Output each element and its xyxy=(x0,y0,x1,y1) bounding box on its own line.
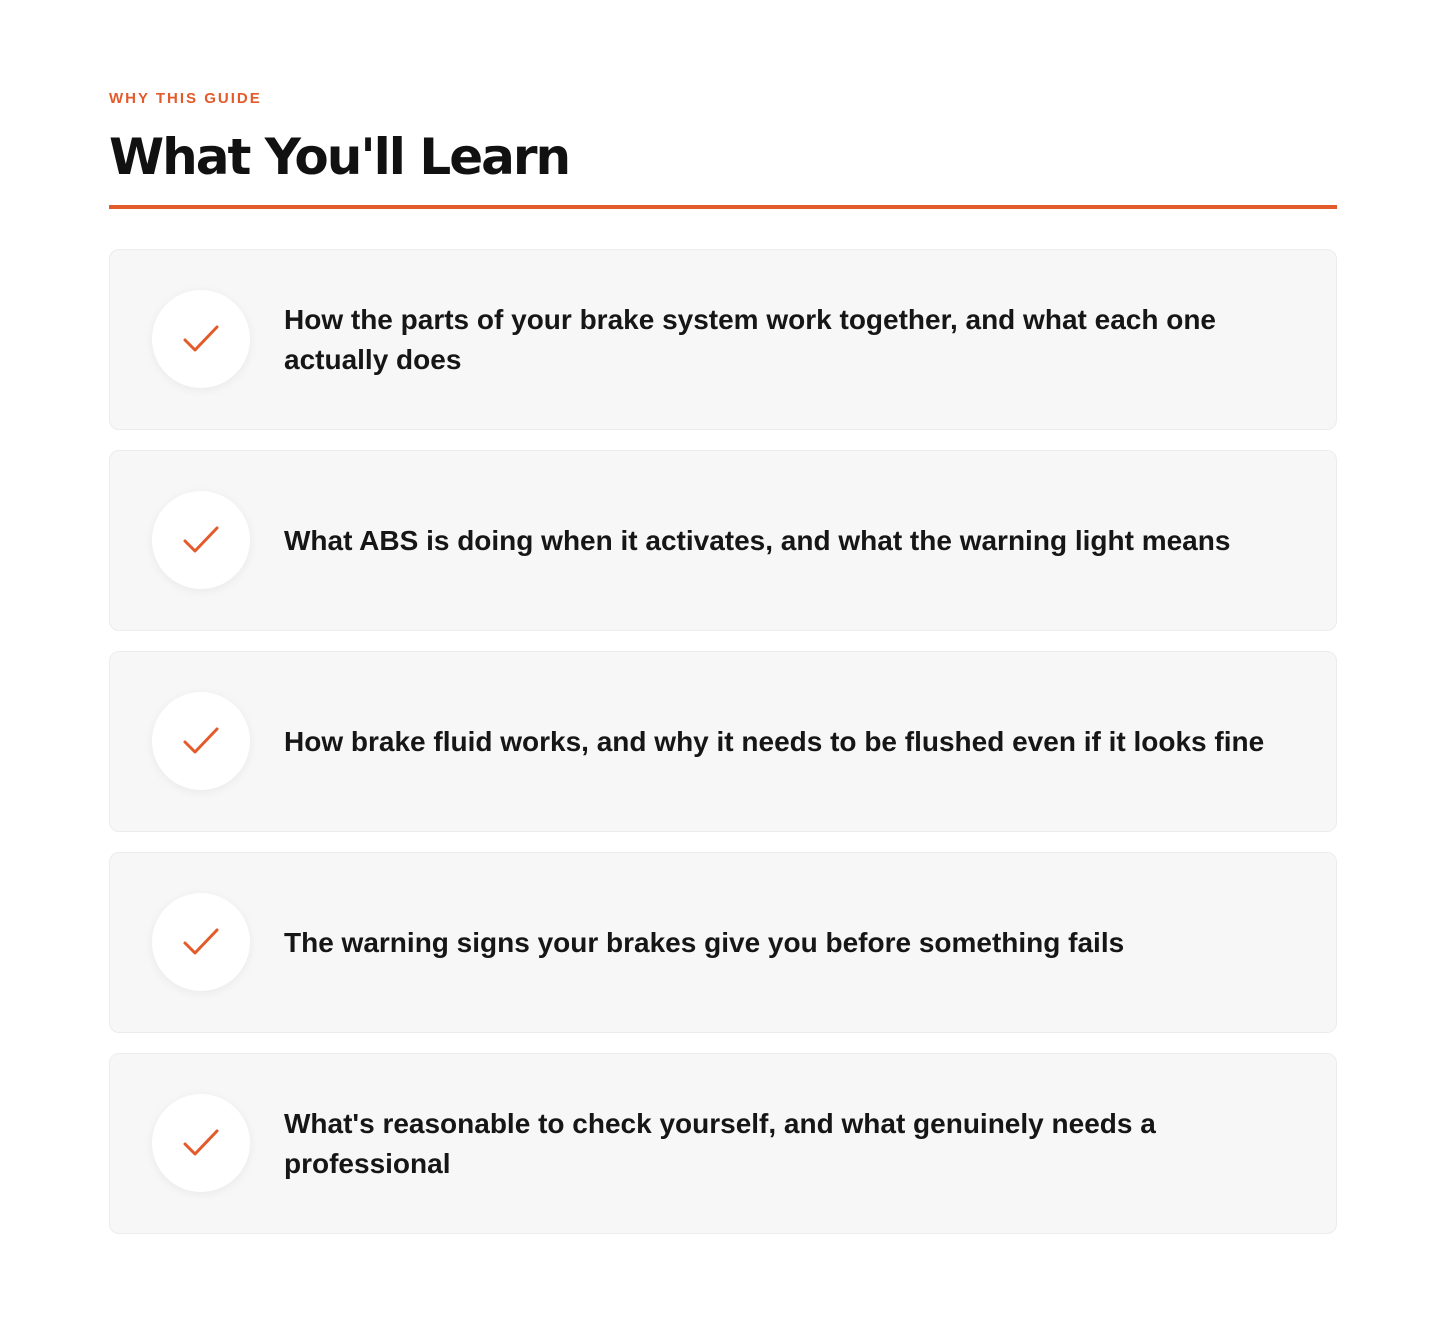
list-item xyxy=(109,249,1337,430)
check-icon xyxy=(181,319,221,359)
section-title: What You'll Learn xyxy=(109,128,570,186)
check-icon xyxy=(181,520,221,560)
check-icon xyxy=(181,922,221,962)
title-divider xyxy=(109,205,1337,209)
list-item-text: What ABS is doing when it activates, and what the warning light means xyxy=(284,524,1231,556)
check-icon xyxy=(181,1123,221,1163)
list-item xyxy=(109,852,1337,1033)
section-eyebrow: WHY THIS GUIDE xyxy=(109,90,262,107)
list-item xyxy=(109,651,1337,832)
list-item xyxy=(109,1053,1337,1234)
list-item-text: The warning signs your brakes give you before something fails xyxy=(284,926,1125,958)
check-badge xyxy=(152,893,250,991)
list-item-text: How brake fluid works, and why it needs to be flushed even if it looks fine xyxy=(284,725,1265,757)
list-item-text: What's reasonable to check yourself, and what genuinely needs a professional xyxy=(284,1107,1156,1179)
list-item-text: How the parts of your brake system work together, and what each one actually does xyxy=(284,303,1216,375)
check-icon xyxy=(181,721,221,761)
check-badge xyxy=(152,491,250,589)
check-badge xyxy=(152,692,250,790)
check-badge xyxy=(152,290,250,388)
list-item xyxy=(109,450,1337,631)
check-badge xyxy=(152,1094,250,1192)
learning-list xyxy=(109,249,1337,1254)
